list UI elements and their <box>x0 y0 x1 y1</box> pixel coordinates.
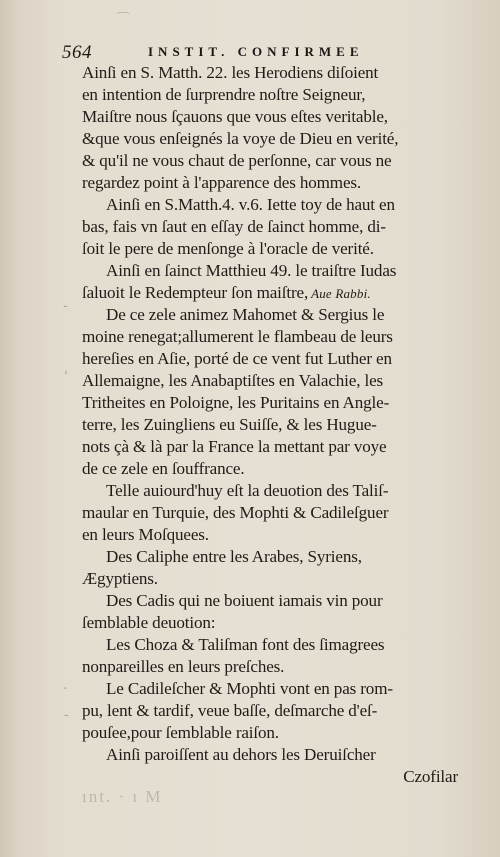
text-line: bas, fais vn ſaut en eſſay de ſainct homme, di- <box>82 217 386 236</box>
text-line: en leurs Moſquees. <box>82 525 209 544</box>
page-header <box>62 42 462 64</box>
text-line: nots çà & là par la France la mettant par voye <box>82 437 387 456</box>
text-line: Tritheites en Poloigne, les Puritains en Angle- <box>82 393 390 412</box>
text-line: Maiſtre nous ſçauons que vous eſtes veritable, <box>82 107 388 126</box>
text-line: pu, lent & tardif, veue baſſe, deſmarche d'eſ- <box>82 701 378 720</box>
text-line: Des Caliphe entre les Arabes, Syriens, <box>106 547 362 566</box>
page-number: 564 <box>62 42 92 63</box>
paper-mark: ⌒ <box>116 12 130 28</box>
text-line: ſemblable deuotion: <box>82 613 216 632</box>
text-line: pouſee,pour ſemblable raiſon. <box>82 723 279 742</box>
text-line: ſaluoit le Redempteur ſon maiſtre, Aue Rabbi. <box>82 283 371 302</box>
text-line: Ainſi en S.Matth.4. v.6. Iette toy de haut en <box>106 195 395 214</box>
text-line: Des Cadis qui ne boiuent iamais vin pour <box>106 591 383 610</box>
text-line: terre, les Zuingliens eu Suiſſe, & les Hugue- <box>82 415 377 434</box>
catchword: Czofilar <box>403 767 458 786</box>
text-line: de ce zele en ſouffrance. <box>82 459 245 478</box>
body-text <box>82 62 458 788</box>
text-line: Les Choza & Taliſman font des ſimagrees <box>106 635 385 654</box>
text-line: &que vous enſeignés la voye de Dieu en verité, <box>82 129 399 148</box>
running-title: INSTIT. CONFIRMEE <box>148 44 364 59</box>
text-line: moine renegat;allumerent le flambeau de leurs <box>82 327 393 346</box>
text-line: ſoit le pere de menſonge à l'oracle de verité. <box>82 239 374 258</box>
text-line: maular en Turquie, des Mophti & Cadileſguer <box>82 503 389 522</box>
margin-mark: - <box>64 707 69 723</box>
text-line: Ainſi en ſainct Matthieu 49. le traiſtre Iudas <box>106 261 397 280</box>
text-line: De ce zele animez Mahomet & Sergius le <box>106 305 385 324</box>
text-line: Ainſi en S. Matth. 22. les Herodiens diſoient <box>82 63 379 82</box>
text-line: en intention de ſurprendre noſtre Seigneur, <box>82 85 366 104</box>
margin-mark: - <box>63 298 68 314</box>
text-line: Ægyptiens. <box>82 569 158 588</box>
text-line: nonpareilles en leurs preſches. <box>82 657 285 676</box>
text-line: & qu'il ne vous chaut de perſonne, car vous ne <box>82 151 392 170</box>
text-line: Le Cadileſcher & Mophti vont en pas rom- <box>106 679 393 698</box>
show-through-bleed: ınt. · ı M <box>82 787 163 806</box>
text-line: Telle auiourd'huy eſt la deuotion des Taliſ- <box>106 481 389 500</box>
margin-mark: . <box>63 677 68 693</box>
text-line: hereſies en Aſie, porté de ce vent fut Luther en <box>82 349 392 368</box>
text-line: Allemaigne, les Anabaptiſtes en Valachie, les <box>82 371 384 390</box>
margin-mark: ' <box>64 369 68 385</box>
text-line: Ainſi paroiſſent au dehors les Deruiſcher <box>106 745 376 764</box>
text-line: regardez point à l'apparence des hommes. <box>82 173 362 192</box>
